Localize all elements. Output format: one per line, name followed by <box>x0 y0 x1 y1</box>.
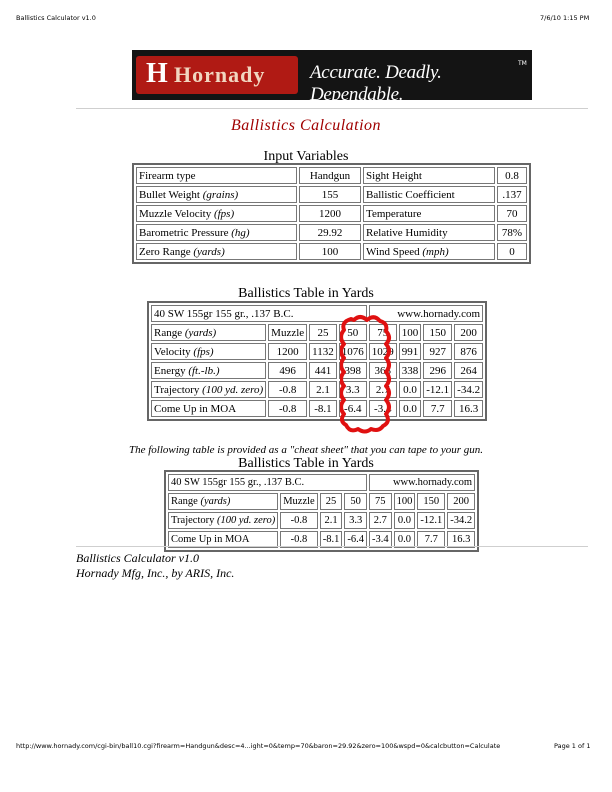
label-text: Relative Humidity <box>366 226 448 239</box>
hornady-banner[interactable] <box>132 50 532 105</box>
label-text: Range <box>154 326 185 339</box>
input-value: Handgun <box>299 167 361 184</box>
site-link[interactable]: www.hornady.com <box>369 305 483 322</box>
input-row <box>136 224 527 241</box>
input-label <box>136 167 297 184</box>
value-cell: -0.8 <box>268 400 307 417</box>
value-cell: 0.0 <box>394 531 416 548</box>
input-variables-title: Input Variables <box>263 149 349 164</box>
value-cell: -8.1 <box>320 531 343 548</box>
value-cell: -0.8 <box>280 512 318 529</box>
label-text: Sight Height <box>366 169 422 182</box>
range-cell: 150 <box>423 324 452 341</box>
range-cell: 50 <box>344 493 367 510</box>
range-cell: 100 <box>394 493 416 510</box>
label-text: Energy <box>154 364 189 377</box>
load-description: 40 SW 155gr 155 gr., .137 B.C. <box>151 305 367 322</box>
range-cell: 150 <box>417 493 445 510</box>
input-value: 1200 <box>299 205 361 222</box>
label-text: Firearm type <box>139 169 196 182</box>
table-load-row <box>168 474 475 491</box>
input-label <box>136 205 297 222</box>
label-text: Zero Range <box>139 245 194 258</box>
label-text: Trajectory <box>154 383 203 396</box>
input-row <box>136 243 527 260</box>
table-row <box>151 381 483 398</box>
value-cell: 1076 <box>339 343 367 360</box>
input-label <box>136 224 297 241</box>
value-cell: 441 <box>309 362 337 379</box>
value-cell: -6.4 <box>339 400 367 417</box>
print-footer-url: http://www.hornady.com/cgi-bin/ball10.cgi?firearm=Handgun&desc=4...ight=0&temp=70&baron=29.92&zero=100&wspd=0&calcbutton=Calculate <box>16 742 501 750</box>
value-cell: 264 <box>454 362 483 379</box>
load-description: 40 SW 155gr 155 gr., .137 B.C. <box>168 474 367 491</box>
divider-top <box>76 108 588 109</box>
input-label <box>136 243 297 260</box>
input-value: 0.8 <box>497 167 527 184</box>
value-cell: -3.4 <box>369 531 392 548</box>
label-unit: (yards) <box>184 326 217 339</box>
footer-block <box>76 551 234 581</box>
value-cell: 496 <box>268 362 307 379</box>
input-label <box>363 224 495 241</box>
label-text: Barometric Pressure <box>139 226 232 239</box>
highlight-annotation <box>340 314 396 442</box>
ballistics-table-title: Ballistics Table in Yards <box>238 286 374 301</box>
value-cell: 1132 <box>309 343 337 360</box>
logo-text: Hornady <box>174 62 266 87</box>
table-row <box>151 362 483 379</box>
value-cell: -34.2 <box>447 512 475 529</box>
range-cell: 200 <box>454 324 483 341</box>
value-cell: 398 <box>339 362 367 379</box>
value-cell: -6.4 <box>344 531 367 548</box>
value-cell: 2.7 <box>369 512 392 529</box>
trademark: TM <box>518 60 527 67</box>
input-label <box>363 167 495 184</box>
label-text: Temperature <box>366 207 422 220</box>
range-header-row <box>151 324 483 341</box>
input-variables-table <box>132 163 531 264</box>
label-text: Range <box>171 496 201 507</box>
row-label <box>151 400 266 417</box>
print-header-title: Ballistics Calculator v1.0 <box>16 14 96 22</box>
label-text: Bullet Weight <box>139 188 203 201</box>
input-value: 155 <box>299 186 361 203</box>
table-row <box>168 512 475 529</box>
input-value: 70 <box>497 205 527 222</box>
value-cell: 1200 <box>268 343 307 360</box>
input-value: 78% <box>497 224 527 241</box>
value-cell: -0.8 <box>280 531 318 548</box>
value-cell: 3.3 <box>339 381 367 398</box>
range-cell: 25 <box>320 493 343 510</box>
label-unit: (grains) <box>202 188 239 201</box>
value-cell: 2.7 <box>369 381 397 398</box>
row-label <box>168 512 278 529</box>
label-unit: (mph) <box>422 245 449 258</box>
range-cell: 75 <box>369 324 397 341</box>
table-row <box>151 400 483 417</box>
label-text: Come Up in MOA <box>171 534 250 545</box>
value-cell: -34.2 <box>454 381 483 398</box>
input-row <box>136 167 527 184</box>
input-value: 100 <box>299 243 361 260</box>
value-cell: 0.0 <box>399 400 422 417</box>
value-cell: 7.7 <box>417 531 445 548</box>
row-label <box>151 381 266 398</box>
divider-bottom <box>76 546 588 547</box>
input-value: 29.92 <box>299 224 361 241</box>
range-cell: 50 <box>339 324 367 341</box>
label-text: Ballistic Coefficient <box>366 188 455 201</box>
value-cell: -0.8 <box>268 381 307 398</box>
footer-line-2: Hornady Mfg, Inc., by ARIS, Inc. <box>76 566 235 580</box>
label-text: Come Up in MOA <box>154 402 237 415</box>
row-label <box>151 343 266 360</box>
input-label <box>136 186 297 203</box>
value-cell: 296 <box>423 362 452 379</box>
print-header-datetime: 7/6/10 1:15 PM <box>540 14 590 22</box>
value-cell: 991 <box>399 343 422 360</box>
value-cell: 16.3 <box>447 531 475 548</box>
label-text: Muzzle Velocity <box>139 207 214 220</box>
label-unit: (ft.-lb.) <box>188 364 220 377</box>
row-label <box>151 324 266 341</box>
label-unit: (hg) <box>231 226 250 239</box>
input-row <box>136 186 527 203</box>
value-cell: 0.0 <box>399 381 422 398</box>
value-cell: -12.1 <box>417 512 445 529</box>
row-label <box>151 362 266 379</box>
label-unit: (100 yd. zero) <box>216 515 276 526</box>
input-row <box>136 205 527 222</box>
value-cell: -8.1 <box>309 400 337 417</box>
value-cell: 876 <box>454 343 483 360</box>
cheat-sheet-table <box>164 470 479 552</box>
value-cell: 7.7 <box>423 400 452 417</box>
print-footer-page: Page 1 of 1 <box>554 742 591 750</box>
label-unit: (fps) <box>213 207 235 220</box>
value-cell: 0.0 <box>394 512 416 529</box>
tagline: Accurate. Deadly. Dependable. <box>310 62 442 105</box>
label-text: Velocity <box>154 345 194 358</box>
range-cell: 75 <box>369 493 392 510</box>
value-cell: 927 <box>423 343 452 360</box>
input-label <box>363 243 495 260</box>
value-cell: 16.3 <box>454 400 483 417</box>
range-cell: Muzzle <box>268 324 307 341</box>
table-row <box>151 343 483 360</box>
page-title: Ballistics Calculation <box>230 117 382 134</box>
footer-line-1: Ballistics Calculator v1.0 <box>76 551 199 565</box>
value-cell: 365 <box>369 362 397 379</box>
logo-initial: H <box>146 58 169 89</box>
range-cell: 200 <box>447 493 475 510</box>
range-cell: 25 <box>309 324 337 341</box>
hornady-logo <box>136 56 298 94</box>
value-cell: -3.4 <box>369 400 397 417</box>
row-label <box>168 493 278 510</box>
label-unit: (100 yd. zero) <box>202 383 264 396</box>
input-label <box>363 186 495 203</box>
table-load-row <box>151 305 483 322</box>
value-cell: -12.1 <box>423 381 452 398</box>
input-label <box>363 205 495 222</box>
value-cell: 2.1 <box>309 381 337 398</box>
label-text: Wind Speed <box>366 245 423 258</box>
label-unit: (fps) <box>193 345 214 358</box>
label-text: Trajectory <box>171 515 217 526</box>
input-value: 0 <box>497 243 527 260</box>
range-cell: Muzzle <box>280 493 318 510</box>
value-cell: 338 <box>399 362 422 379</box>
site-link[interactable]: www.hornady.com <box>369 474 475 491</box>
range-cell: 100 <box>399 324 422 341</box>
cheat-sheet-table-title: Ballistics Table in Yards <box>238 456 374 471</box>
cheat-sheet-note: The following table is provided as a "cheat sheet" that you can tape to your gun. <box>128 444 484 456</box>
value-cell: 2.1 <box>320 512 343 529</box>
range-header-row <box>168 493 475 510</box>
ballistics-table <box>147 301 487 421</box>
label-unit: (yards) <box>193 245 225 258</box>
label-unit: (yards) <box>200 496 231 507</box>
value-cell: 3.3 <box>344 512 367 529</box>
value-cell: 1029 <box>369 343 397 360</box>
input-value: .137 <box>497 186 527 203</box>
